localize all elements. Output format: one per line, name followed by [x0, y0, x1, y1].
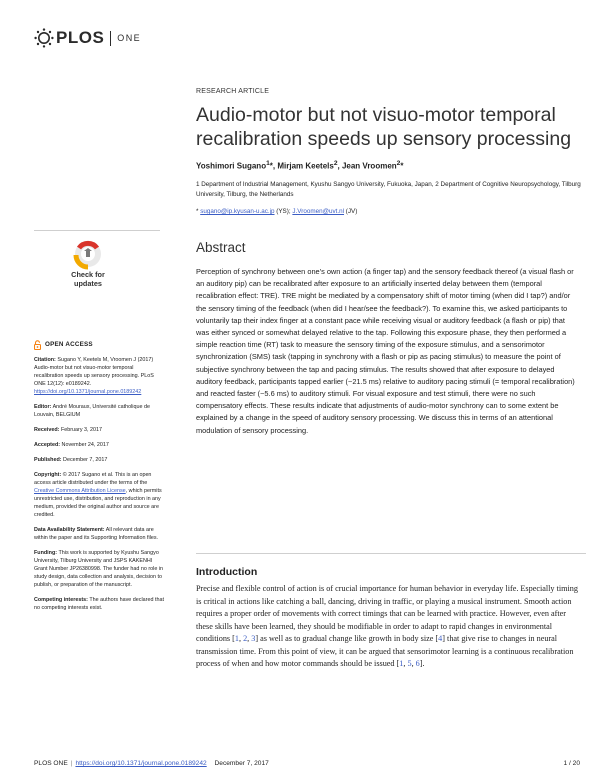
received-block	[34, 426, 164, 434]
correspondence-emails	[196, 208, 586, 215]
badge-line-1: Check for	[71, 270, 105, 279]
published-date: December 7, 2017	[61, 457, 108, 463]
accepted-date: November 24, 2017	[60, 442, 109, 448]
page-footer	[34, 760, 580, 767]
data-availability-label: Data Availability Statement:	[34, 527, 105, 533]
competing-interests-text: The authors have declared that no competing interests exist.	[34, 597, 164, 611]
footer-doi-link[interactable]: https://doi.org/10.1371/journal.pone.0189242	[75, 760, 207, 767]
open-access-text: OPEN ACCESS	[45, 341, 93, 348]
author-list	[196, 160, 403, 171]
data-availability-text: All relevant data are within the paper and its Supporting Information files.	[34, 527, 159, 541]
article-type: RESEARCH ARTICLE	[196, 88, 270, 95]
footer-separator: |	[70, 760, 73, 767]
plos-one-logo	[34, 28, 141, 48]
published-label: Published:	[34, 457, 62, 463]
check-for-updates-badge[interactable]	[58, 237, 118, 299]
editor-text: André Mouraux, Université catholique de Louvain, BELGIUM	[34, 404, 150, 418]
email-link-sugano[interactable]: sugano@ip.kyusan-u.ac.jp	[200, 208, 275, 215]
citation-ref[interactable]: 5	[407, 659, 412, 668]
check-for-updates-icon	[58, 237, 118, 299]
page-number: 1 / 20	[563, 760, 580, 767]
citation-block	[34, 356, 164, 396]
citation-ref[interactable]: 1	[234, 634, 239, 643]
editor-label: Editor:	[34, 404, 52, 410]
published-block	[34, 456, 164, 464]
affiliations: 1 Department of Industrial Management, Kyushu Sangyo University, Fukuoka, Japan, 2 Department of Cognitive Neuropsychology, Tilburg University, Tilburg, the Netherlands	[196, 181, 581, 198]
email-link-vroomen[interactable]: J.Vroomen@uvt.nl	[292, 208, 345, 215]
citation-label: Citation:	[34, 357, 56, 363]
funding-label: Funding:	[34, 550, 58, 556]
plos-wordmark: PLOS	[56, 28, 105, 47]
intro-text: Precise and flexible control of action is of crucial importance for human behavior in everyday life. Especially timing is critical in actions like catching a ball, dancing, driving in traffic, or playing a musical instrument. Smooth action requires a proper order of movements with correct timings that can be learned with practice. However, even after these skills have been learned, they should be modifiable in order to adapt to rapid changes in environmental conditions [	[196, 584, 578, 643]
copyright-text: © 2017 Sugano et al. This is an open access article distributed under the terms of the	[34, 472, 152, 486]
doi-link[interactable]: https://doi.org/10.1371/journal.pone.0189242	[34, 389, 142, 395]
footer-separator	[210, 760, 212, 767]
abstract-text: Perception of synchrony between one's own action (a finger tap) and the sensory feedback thereof (a visual flash or an auditory pip) can be recalibrated after exposure to an artificially inserted delay between them (temporal recalibration effect: TRE). TRE might be mediated by a compensatory shift of motor timing (when did I tap?) and/or the sensory timing of the feedback (when did I hear/see the feedback?). To examine this, we asked participants to voluntarily tap their index finger at a constant pace while receiving visual or auditory feedback (a flash or pip) that was either synced or somewhat delayed relative to the tap. Following this exposure phase, they then performed a simple reaction time (RT) task to measure the sensory timing of the exposure stimulus, and a sensorimotor synchronization (SMS) task (tapping in synchrony with a flash or pip as pacing stimulus) to measure the point of subjective synchrony between the tap and pacing stimulus. The results showed that after exposure to delayed auditory feedback, participants tapped earlier (~21.5 ms) relative to auditory pacing stimuli (= temporal recalibration) and reacted faster (~5.6 ms) to auditory stimuli. For visual exposure and test stimuli, there were no such compensatory effects. These results indicate that adjustments of audio-motor synchrony can to some extent be explained by a change in the speed of auditory sensory processing. We discuss this in terms of an attentional modulation of sensory processing.	[196, 267, 575, 435]
affiliation-mark: 2	[396, 160, 401, 167]
affiliation-mark: 1	[266, 160, 270, 167]
email-note: (JV)	[344, 208, 358, 215]
competing-interests-block	[34, 596, 164, 612]
citation-ref[interactable]: 6	[415, 659, 420, 668]
author-name: *, Mirjam Keetels	[269, 161, 334, 171]
sidebar-divider	[34, 230, 160, 231]
intro-text: ].	[419, 659, 425, 668]
footer-date: December 7, 2017	[214, 760, 269, 767]
editor-block	[34, 403, 164, 419]
citation-ref[interactable]: 3	[251, 634, 256, 643]
accepted-block	[34, 441, 164, 449]
open-access-label	[34, 340, 164, 350]
citation-sep: ,	[403, 659, 408, 668]
competing-interests-label: Competing interests:	[34, 597, 88, 603]
article-title: Audio-motor but not visuo-motor temporal recalibration speeds up sensory processing	[196, 104, 572, 150]
citation-ref[interactable]: 1	[399, 659, 404, 668]
introduction-heading: Introduction	[196, 566, 258, 578]
citation-ref[interactable]: 4	[438, 634, 443, 643]
citation-ref[interactable]: 2	[243, 634, 248, 643]
abstract-heading: Abstract	[196, 240, 246, 255]
license-link[interactable]: Creative Commons Attribution License	[34, 488, 126, 494]
footer-journal: PLOS ONE	[34, 760, 68, 767]
citation-text: Sugano Y, Keetels M, Vroomen J (2017) Audio-motor but not visuo-motor temporal recalibration speeds up sensory processing. PLoS ONE 12(12): e0189242.	[34, 357, 154, 387]
intro-text: ] that give rise to changes in neural transmission time. From this point of view, it can be argued that sensorimotor learning is a continuous recalibration process of when and how motor commands should be issued [	[196, 634, 574, 668]
data-availability-block	[34, 526, 164, 542]
affiliation-mark: 2	[333, 160, 338, 167]
journal-name: ONE	[117, 33, 141, 43]
section-divider	[196, 553, 586, 554]
intro-text: ] as well as to gradual change like growth in body size [	[255, 634, 439, 643]
article-info-sidebar	[34, 340, 164, 619]
logo-divider	[110, 31, 111, 46]
author-name: Yoshimori Sugano	[196, 161, 267, 171]
received-label: Received:	[34, 427, 60, 433]
copyright-block	[34, 471, 164, 519]
funding-text: This work is supported by Kyushu Sangyo University, Tilburg University and JSPS KAKENHI Grant Number JP26380998. The funder had no role in study design, data collection and analysis, decision to publish, or preparation of the manuscript.	[34, 550, 164, 588]
open-lock-icon	[34, 340, 41, 350]
citation-sep: ,	[238, 634, 244, 643]
introduction-paragraph	[196, 583, 582, 671]
citation-sep: ,	[247, 634, 252, 643]
badge-line-2: updates	[74, 279, 102, 288]
received-date: February 3, 2017	[59, 427, 103, 433]
citation-sep: ,	[411, 659, 416, 668]
author-name: , Jean Vroomen	[337, 161, 397, 171]
plos-logo-icon	[34, 28, 54, 48]
funding-block	[34, 549, 164, 589]
corresponding-mark: *	[196, 208, 199, 215]
email-note: (YS);	[274, 208, 293, 215]
corresponding-mark: *	[400, 161, 404, 171]
accepted-label: Accepted:	[34, 442, 61, 448]
copyright-label: Copyright:	[34, 472, 62, 478]
copyright-text-end: , which permits unrestricted use, distribution, and reproduction in any medium, provided the original author and source are credited.	[34, 488, 162, 518]
